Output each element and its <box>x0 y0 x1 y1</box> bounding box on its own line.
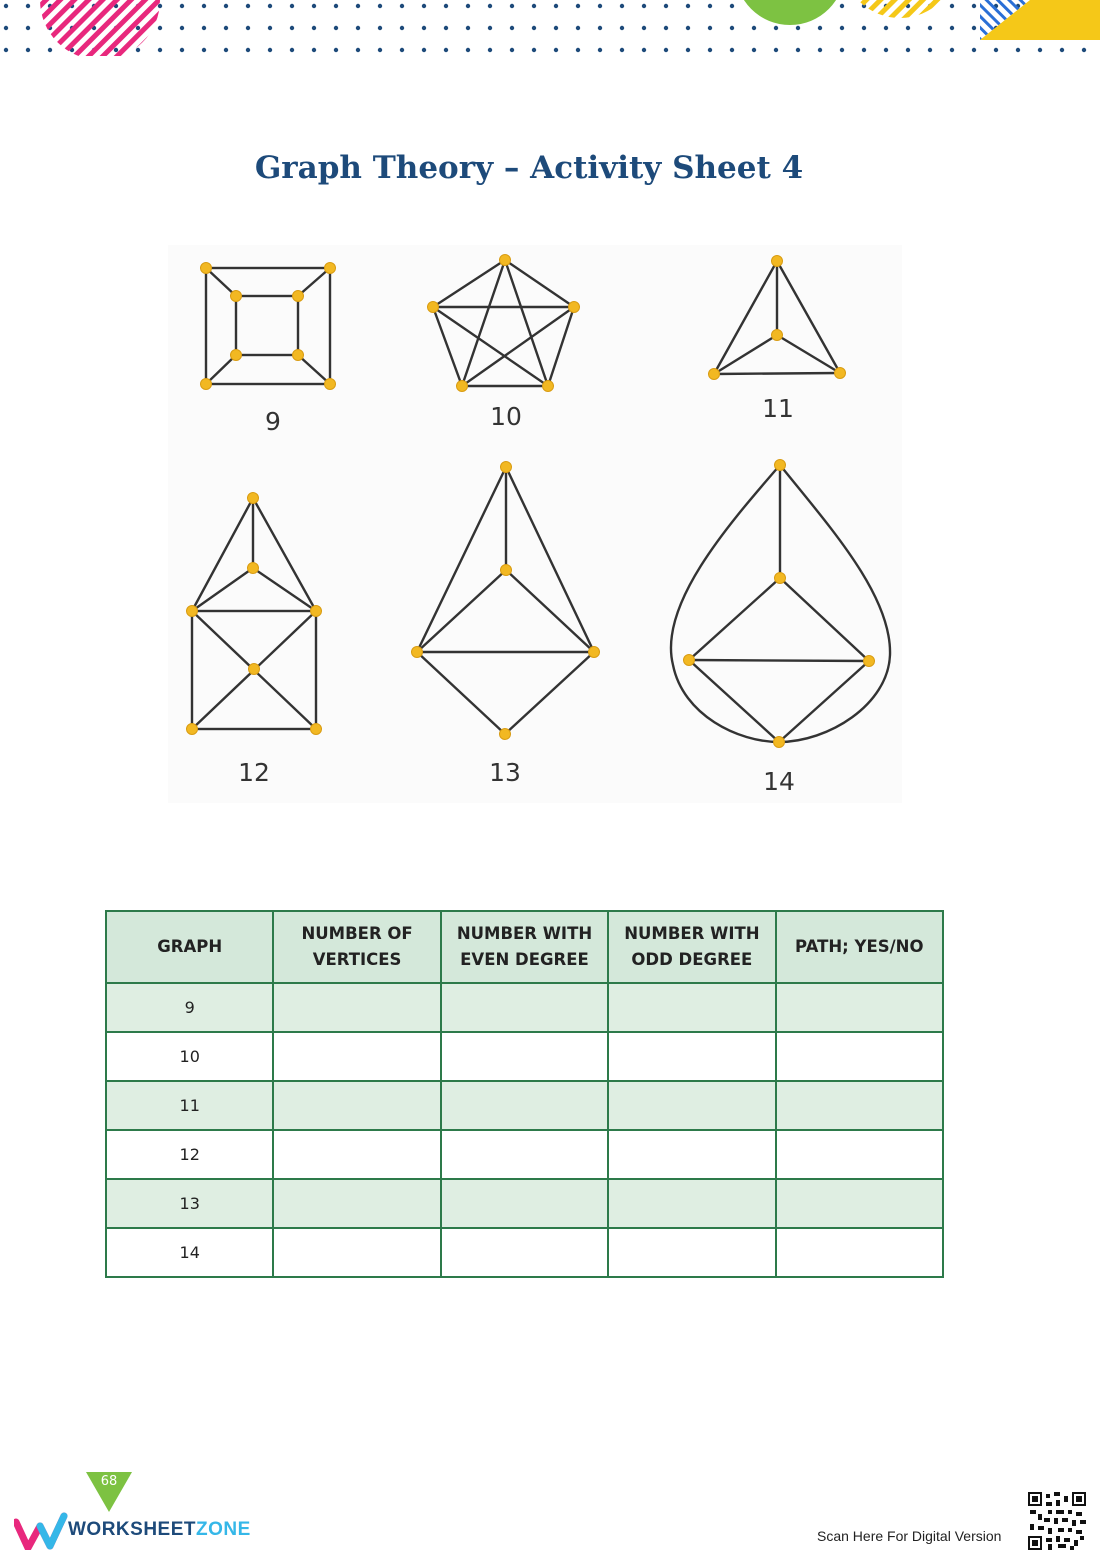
graph-10 <box>433 260 574 386</box>
brand-part-2: ZONE <box>196 1519 251 1540</box>
answer-cell[interactable] <box>776 1032 943 1081</box>
graph-9 <box>206 268 330 384</box>
answer-cell[interactable] <box>441 1179 608 1228</box>
answer-cell[interactable] <box>273 983 440 1032</box>
qr-code-icon[interactable] <box>1028 1492 1086 1550</box>
answer-cell[interactable] <box>273 1179 440 1228</box>
answer-cell[interactable] <box>441 983 608 1032</box>
graph-12 <box>192 498 316 729</box>
table-row <box>106 1081 943 1130</box>
graph-14 <box>671 465 890 742</box>
graph-label-11: 11 <box>762 394 794 423</box>
answer-table <box>105 910 944 1278</box>
page-number: 68 <box>100 1474 118 1489</box>
row-graph-number: 14 <box>106 1228 273 1277</box>
answer-cell[interactable] <box>608 1032 775 1081</box>
answer-cell[interactable] <box>608 1081 775 1130</box>
answer-cell[interactable] <box>776 983 943 1032</box>
graph-label-9: 9 <box>265 407 281 436</box>
answer-cell[interactable] <box>776 1228 943 1277</box>
answer-cell[interactable] <box>608 1179 775 1228</box>
top-decorative-banner <box>0 0 1100 56</box>
header-graph: GRAPH <box>106 911 273 983</box>
graph-diagrams <box>168 245 902 803</box>
graph-label-12: 12 <box>238 758 270 787</box>
row-graph-number: 10 <box>106 1032 273 1081</box>
brand-name <box>68 1519 251 1541</box>
answer-cell[interactable] <box>441 1130 608 1179</box>
header-vertices: NUMBER OF VERTICES <box>273 911 440 983</box>
answer-cell[interactable] <box>273 1081 440 1130</box>
table-row <box>106 1032 943 1081</box>
answer-cell[interactable] <box>441 1228 608 1277</box>
table-header-row <box>106 911 943 983</box>
graph-label-14: 14 <box>763 767 795 796</box>
header-odd-degree: NUMBER WITH ODD DEGREE <box>608 911 775 983</box>
graph-11 <box>714 261 840 374</box>
row-graph-number: 13 <box>106 1179 273 1228</box>
table-row <box>106 1228 943 1277</box>
header-even-degree: NUMBER WITH EVEN DEGREE <box>441 911 608 983</box>
row-graph-number: 11 <box>106 1081 273 1130</box>
answer-cell[interactable] <box>776 1130 943 1179</box>
header-path: PATH; YES/NO <box>776 911 943 983</box>
graph-label-10: 10 <box>490 402 522 431</box>
answer-cell[interactable] <box>273 1228 440 1277</box>
row-graph-number: 12 <box>106 1130 273 1179</box>
table-row <box>106 1179 943 1228</box>
answer-cell[interactable] <box>273 1032 440 1081</box>
answer-cell[interactable] <box>608 983 775 1032</box>
graph-label-13: 13 <box>489 758 521 787</box>
answer-cell[interactable] <box>608 1228 775 1277</box>
scan-caption: Scan Here For Digital Version <box>817 1528 1002 1544</box>
answer-cell[interactable] <box>273 1130 440 1179</box>
page-title: Graph Theory – Activity Sheet 4 <box>254 150 804 186</box>
row-graph-number: 9 <box>106 983 273 1032</box>
answer-cell[interactable] <box>776 1179 943 1228</box>
answer-cell[interactable] <box>441 1032 608 1081</box>
answer-cell[interactable] <box>776 1081 943 1130</box>
table-row <box>106 1130 943 1179</box>
answer-cell[interactable] <box>608 1130 775 1179</box>
brand-part-1: WORKSHEET <box>68 1519 196 1540</box>
answer-cell[interactable] <box>441 1081 608 1130</box>
table-row <box>106 983 943 1032</box>
graph-13 <box>417 467 594 734</box>
